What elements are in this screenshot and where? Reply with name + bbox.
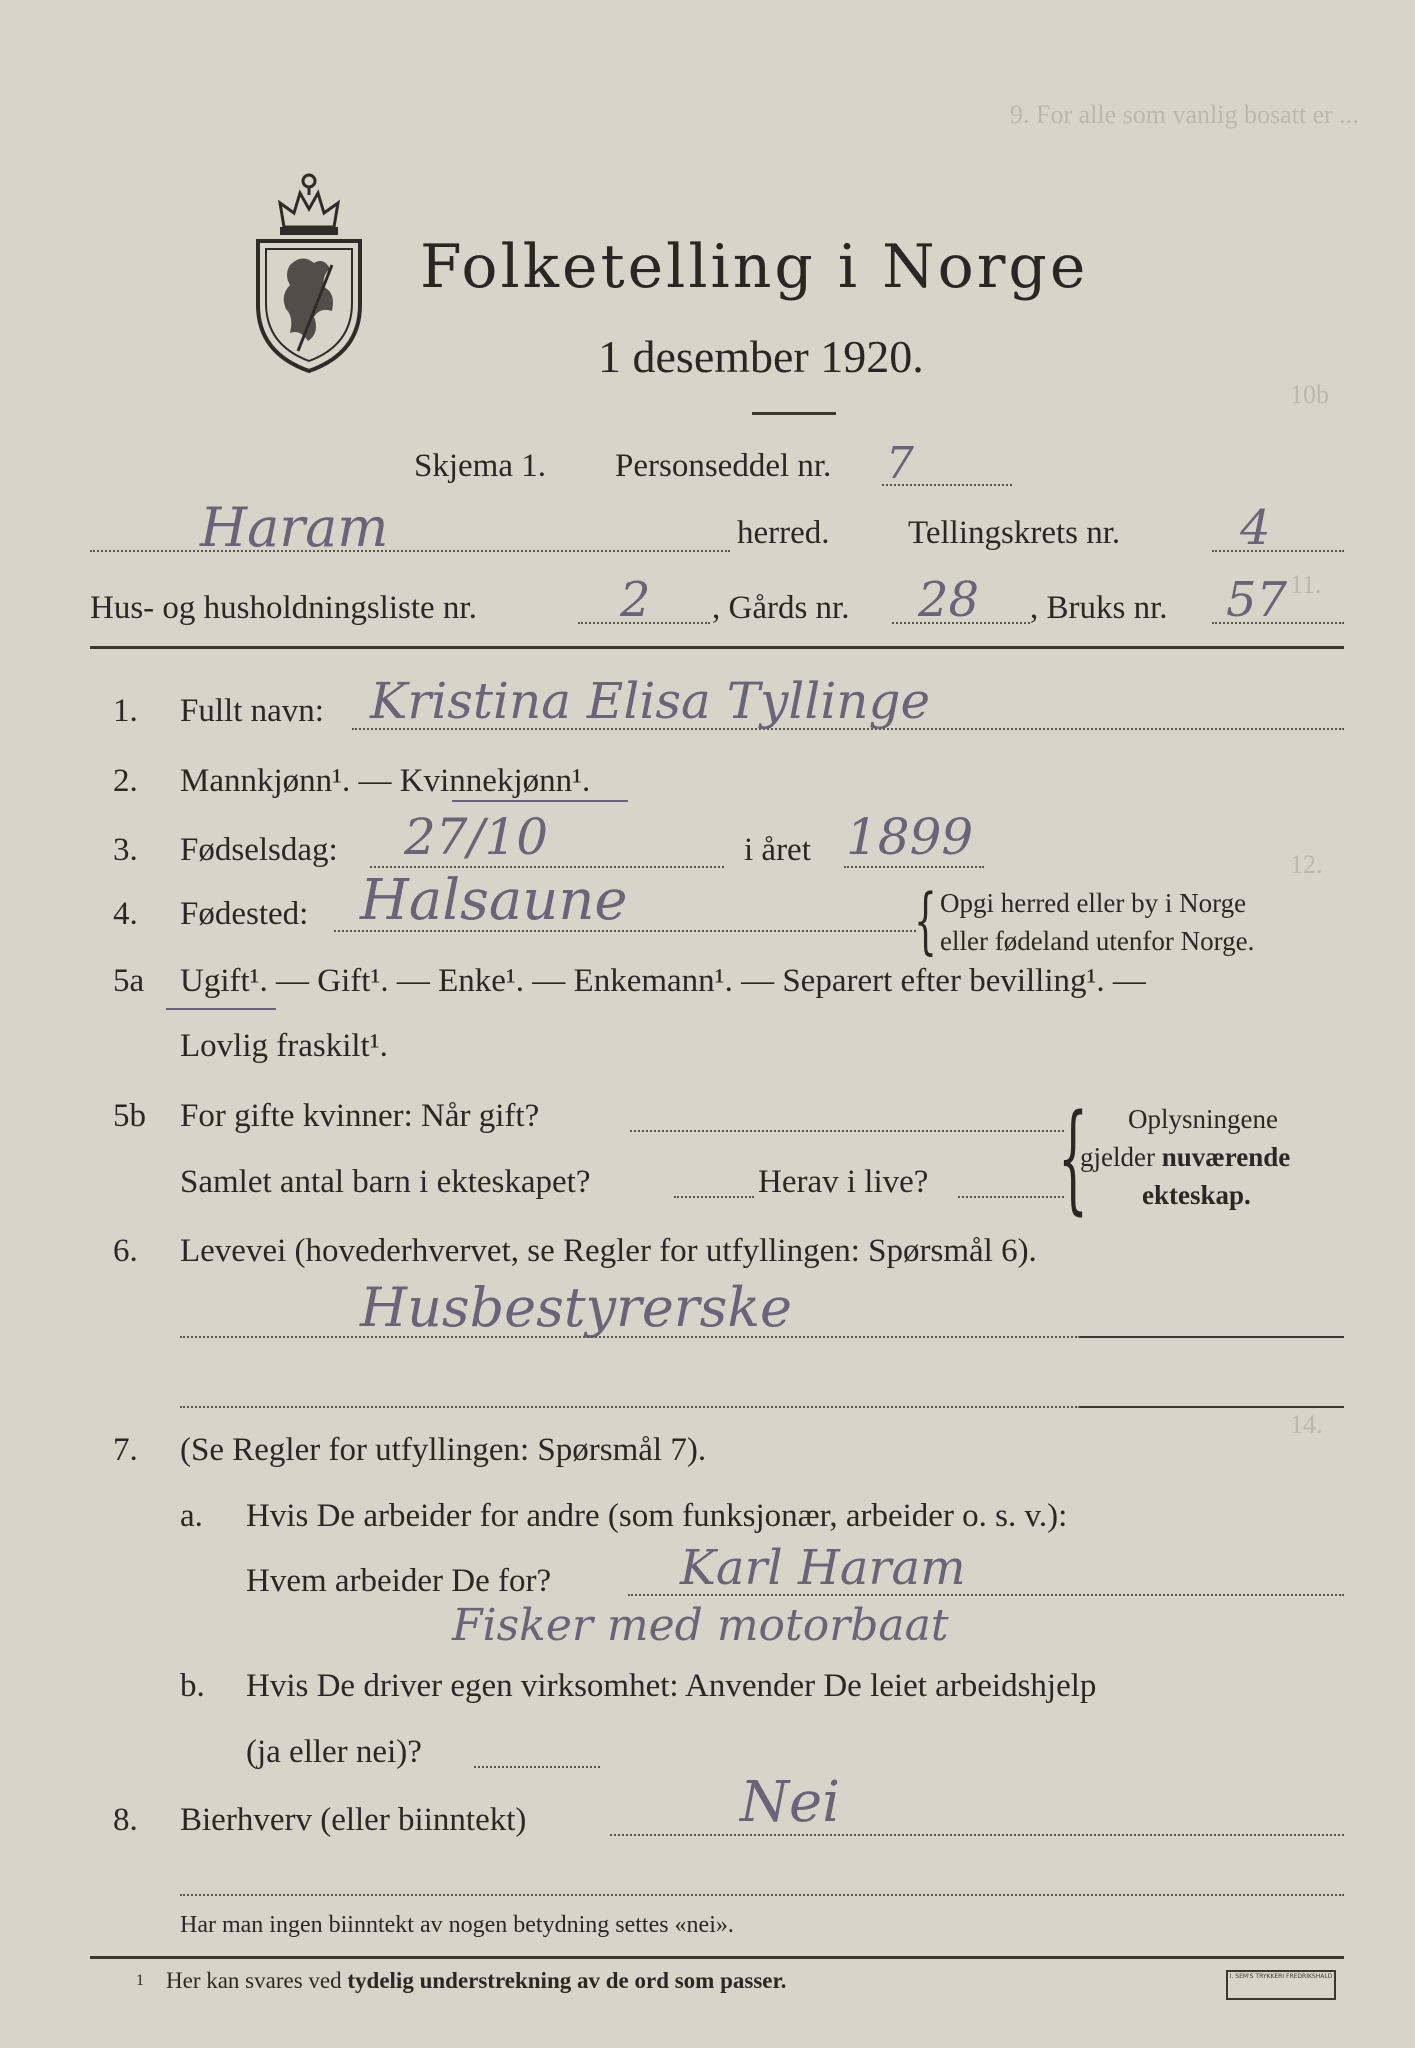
q7a-label: Hvis De arbeider for andre (som funksjonær, arbeider o. s. v.): bbox=[246, 1498, 1068, 1534]
q5b-note-2b: nuværende bbox=[1161, 1142, 1291, 1172]
q4-note-1: Opgi herred eller by i Norge bbox=[940, 888, 1247, 918]
q8-line-2 bbox=[180, 1894, 1344, 1896]
q8-value: Nei bbox=[740, 1770, 841, 1835]
q6-line-1-dots bbox=[180, 1336, 1080, 1338]
tellingskrets-label: Tellingskrets nr. bbox=[908, 515, 1121, 551]
q6-number: 6. bbox=[113, 1233, 138, 1269]
q2-number: 2. bbox=[113, 763, 138, 799]
footnote-number: 1 bbox=[136, 1972, 144, 1989]
q5b-children-label: Samlet antal barn i ekteskapet? bbox=[180, 1164, 591, 1200]
herred-label: herred. bbox=[737, 515, 830, 551]
q7-label: (Se Regler for utfyllingen: Spørsmål 7). bbox=[180, 1432, 707, 1468]
personseddel-label: Personseddel nr. bbox=[615, 448, 832, 484]
footnote-b: tydelig understrekning av de ord som passer. bbox=[347, 1968, 787, 1993]
bleed-through: 12. bbox=[1290, 850, 1323, 879]
q5a-number: 5a bbox=[113, 963, 145, 999]
q7b-label: Hvis De driver egen virksomhet: Anvender De leiet arbeidshjelp bbox=[246, 1668, 1097, 1704]
q7-number: 7. bbox=[113, 1432, 138, 1468]
form-title: Folketelling i Norge bbox=[420, 232, 1089, 302]
tellingskrets-value: 4 bbox=[1240, 500, 1271, 556]
header-divider bbox=[90, 646, 1344, 649]
q5a-underline bbox=[166, 1008, 276, 1010]
q3-number: 3. bbox=[113, 832, 138, 868]
q5b-number: 5b bbox=[113, 1098, 146, 1134]
q2-label: Mannkjønn¹. — Kvinnekjønn¹. bbox=[180, 763, 591, 799]
hus-value: 2 bbox=[620, 572, 651, 628]
q4-number: 4. bbox=[113, 896, 138, 932]
herred-value: Haram bbox=[200, 496, 389, 559]
tellingskrets-line bbox=[1212, 550, 1344, 552]
q7a-value: Karl Haram bbox=[680, 1540, 966, 1596]
footnote bbox=[166, 1968, 786, 1994]
q3-label: Fødselsdag: bbox=[180, 832, 338, 868]
q7a-letter: a. bbox=[180, 1498, 203, 1534]
q7b-label-2: (ja eller nei)? bbox=[246, 1734, 422, 1770]
gards-value: 28 bbox=[918, 572, 980, 628]
q1-label: Fullt navn: bbox=[180, 693, 324, 729]
q8-number: 8. bbox=[113, 1802, 138, 1838]
title-divider bbox=[752, 412, 836, 415]
q6-line-2-solid bbox=[1080, 1406, 1344, 1408]
q6-line-2-dots bbox=[180, 1406, 1080, 1408]
herred-line bbox=[90, 550, 730, 552]
q5b-brace: { bbox=[1058, 1088, 1089, 1226]
q6-line-1-solid bbox=[1080, 1336, 1344, 1338]
q5b-children-line bbox=[674, 1196, 754, 1198]
q7b-letter: b. bbox=[180, 1668, 205, 1704]
q5b-note-2a: gjelder bbox=[1080, 1142, 1162, 1172]
q7a-value-2: Fisker med motorbaat bbox=[452, 1600, 949, 1651]
q7b-line bbox=[474, 1766, 600, 1768]
q4-value: Halsaune bbox=[360, 868, 628, 933]
q1-value: Kristina Elisa Tyllinge bbox=[370, 672, 931, 730]
q3-value: 27/10 bbox=[404, 808, 549, 866]
q5b-note-2 bbox=[1080, 1142, 1290, 1173]
schema-label: Skjema 1. bbox=[414, 448, 546, 484]
q4-note-2: eller fødeland utenfor Norge. bbox=[940, 926, 1255, 956]
coat-of-arms-icon bbox=[250, 165, 368, 375]
q5b-label: For gifte kvinner: Når gift? bbox=[180, 1098, 540, 1134]
footer-note: Har man ingen biinntekt av nogen betydning settes «nei». bbox=[180, 1912, 734, 1938]
q5b-note-3: ekteskap. bbox=[1142, 1180, 1251, 1210]
q4-label: Fødested: bbox=[180, 896, 309, 932]
form-date: 1 desember 1920. bbox=[598, 331, 924, 382]
q3-year-line bbox=[844, 866, 984, 868]
q3-year-label: i året bbox=[744, 832, 811, 868]
bleed-through: 14. bbox=[1290, 1410, 1323, 1439]
q7a-label-2: Hvem arbeider De for? bbox=[246, 1563, 552, 1599]
personseddel-value: 7 bbox=[886, 438, 914, 489]
q2-underline bbox=[452, 800, 628, 802]
q5b-married-line bbox=[630, 1130, 1064, 1132]
q5a-label-2: Lovlig fraskilt¹. bbox=[180, 1028, 388, 1064]
footer-divider bbox=[90, 1956, 1344, 1959]
footnote-a: Her kan svares ved bbox=[166, 1968, 348, 1993]
q5b-alive-label: Herav i live? bbox=[758, 1164, 929, 1200]
q8-line bbox=[610, 1834, 1344, 1836]
gards-label: , Gårds nr. bbox=[712, 590, 850, 626]
bleed-through: 11. bbox=[1290, 570, 1322, 599]
q6-label: Levevei (hovederhvervet, se Regler for utfyllingen: Spørsmål 6). bbox=[180, 1233, 1037, 1269]
bleed-through: 10b bbox=[1290, 380, 1329, 409]
q8-label: Bierhverv (eller biinntekt) bbox=[180, 1802, 527, 1838]
hus-label: Hus- og husholdningsliste nr. bbox=[90, 590, 477, 626]
printer-stamp: I. SEM'S TRYKKERI FREDRIKSHALD bbox=[1226, 1970, 1336, 2000]
bleed-through: 9. For alle som vanlig bosatt er ... bbox=[1010, 100, 1359, 129]
q1-number: 1. bbox=[113, 693, 138, 729]
q5a-label: Ugift¹. — Gift¹. — Enke¹. — Enkemann¹. — Separert efter bevilling¹. — bbox=[180, 963, 1146, 999]
q6-value: Husbestyrerske bbox=[360, 1276, 792, 1339]
bruks-label: , Bruks nr. bbox=[1030, 590, 1168, 626]
q5b-note-1: Oplysningene bbox=[1128, 1104, 1278, 1134]
q5b-alive-line bbox=[958, 1196, 1064, 1198]
q4-brace: { bbox=[914, 878, 937, 962]
q3-year-value: 1899 bbox=[846, 808, 974, 866]
bruks-value: 57 bbox=[1226, 572, 1288, 628]
